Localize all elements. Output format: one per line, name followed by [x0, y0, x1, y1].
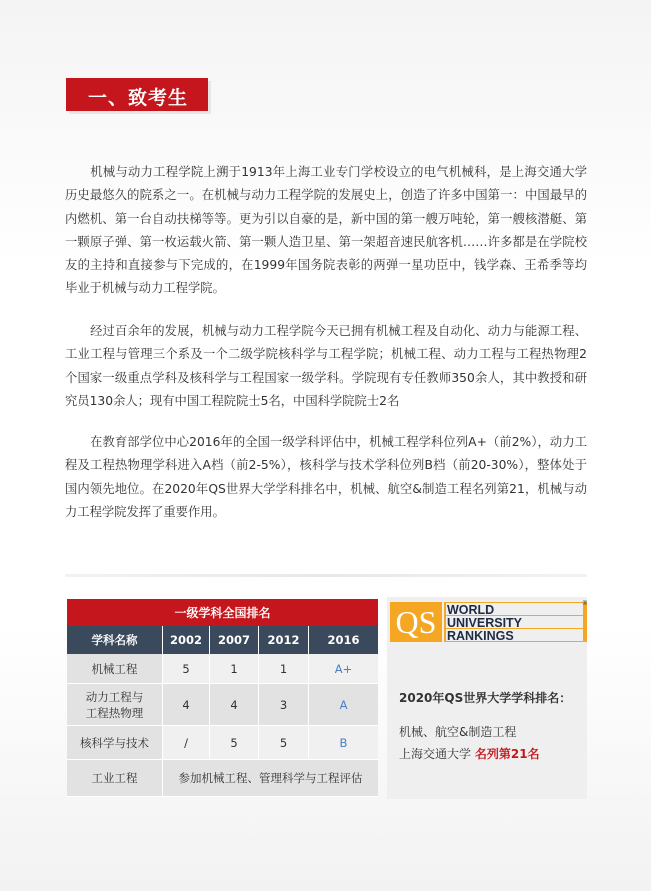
- table-row: [67, 654, 378, 684]
- table-row: [67, 684, 378, 726]
- rank-2002: /: [163, 726, 210, 760]
- qs-university: 上海交通大学: [399, 747, 472, 761]
- rank-2016: B: [309, 726, 379, 760]
- rank-2012: 1: [259, 654, 309, 684]
- subject-name: 核科学与技术: [67, 726, 163, 760]
- subject-name: 机械工程: [67, 654, 163, 684]
- qs-logo-mark: QS: [395, 604, 437, 640]
- rank-2012: 5: [259, 726, 309, 760]
- intro-paragraph-1: [65, 161, 587, 301]
- paragraph-text: 在教育部学位中心2016年的全国一级学科评估中，机械工程学科位列A+（前2%），动力工程及工程热物理学科进入A档（前2-5%），核科学与技术学科位列B档（前20-30%），整体处于国内领先地位。在2020年QS世界大学学科排名中，机械、航空&制造工程名列第21，机械与动力工程学院发挥了重要作用。: [65, 435, 587, 519]
- header-2007: 2007: [210, 626, 259, 654]
- paragraph-text: 机械与动力工程学院上溯于1913年上海工业专门学校设立的电气机械科，是上海交通大学历史最悠久的院系之一。在机械与动力工程学院的发展史上，创造了许多中国第一：中国最早的内燃机、第一台自动扶梯等等。更为引以自豪的是，新中国的第一艘万吨轮，第一艘核潜艇、第一颗原子弹、第一枚运载火箭、第一颗人造卫星、第一架超音速民航客机……许多都是在学院校友的主持和直接参与下完成的，在1999年国务院表彰的两弹一星功臣中，钱学森、王希季等均毕业于机械与动力工程学院。: [65, 165, 587, 296]
- table-header-row: [67, 626, 378, 654]
- intro-paragraph-3: [65, 431, 587, 524]
- header-2002: 2002: [163, 626, 210, 654]
- table-title-row: [67, 599, 378, 626]
- paragraph-text: 经过百余年的发展，机械与动力工程学院今天已拥有机械工程及自动化、动力与能源工程、工业工程与管理三个系及一个二级学院核科学与工程学院；机械工程、动力工程与工程热物理2个国家一级重点学科及核科学与工程国家一级学科。学院现有专任教师350余人，其中教授和研究员130余人；现有中国工程院院士5名，中国科学院院士2名: [65, 324, 587, 408]
- qs-caption: 2020年QS世界大学学科排名：: [399, 691, 572, 705]
- rank-2002: 4: [163, 684, 210, 726]
- subject-name-line: 动力工程与: [85, 689, 144, 704]
- qs-logo-word-1: WORLD: [447, 603, 495, 617]
- qs-logo-word-3: RANKINGS: [447, 629, 514, 643]
- qs-subject: 机械、航空&制造工程: [399, 725, 517, 739]
- merged-note: 参加机械工程、管理科学与工程评估: [163, 760, 379, 797]
- qs-rank: 名列第21名: [474, 747, 540, 761]
- rank-2007: 4: [210, 684, 259, 726]
- subject-name: 工业工程: [67, 760, 163, 797]
- rank-2016: A+: [309, 654, 379, 684]
- qs-result: [399, 745, 540, 762]
- section-heading: [66, 78, 208, 111]
- section-title: 一、致考生: [88, 87, 189, 109]
- rank-2002: 5: [163, 654, 210, 684]
- rank-2007: 1: [210, 654, 259, 684]
- table-row: [67, 726, 378, 760]
- table-title: 一级学科全国排名: [67, 599, 378, 626]
- table-row: [67, 760, 378, 797]
- rank-2016: A: [309, 684, 379, 726]
- subject-name-line: 工程热物理: [85, 705, 144, 720]
- header-2012: 2012: [259, 626, 309, 654]
- qs-logo: [390, 599, 590, 651]
- subject-name: [67, 684, 163, 726]
- rank-2012: 3: [259, 684, 309, 726]
- rank-2007: 5: [210, 726, 259, 760]
- intro-paragraph-2: [65, 320, 587, 413]
- qs-logo-word-2: UNIVERSITY: [447, 616, 523, 630]
- header-subject: 学科名称: [67, 626, 163, 654]
- ranking-table: [67, 599, 378, 797]
- section-divider: [65, 574, 587, 577]
- registered-mark: ®: [582, 601, 587, 607]
- qs-ranking-panel: [387, 597, 587, 799]
- header-2016: 2016: [309, 626, 379, 654]
